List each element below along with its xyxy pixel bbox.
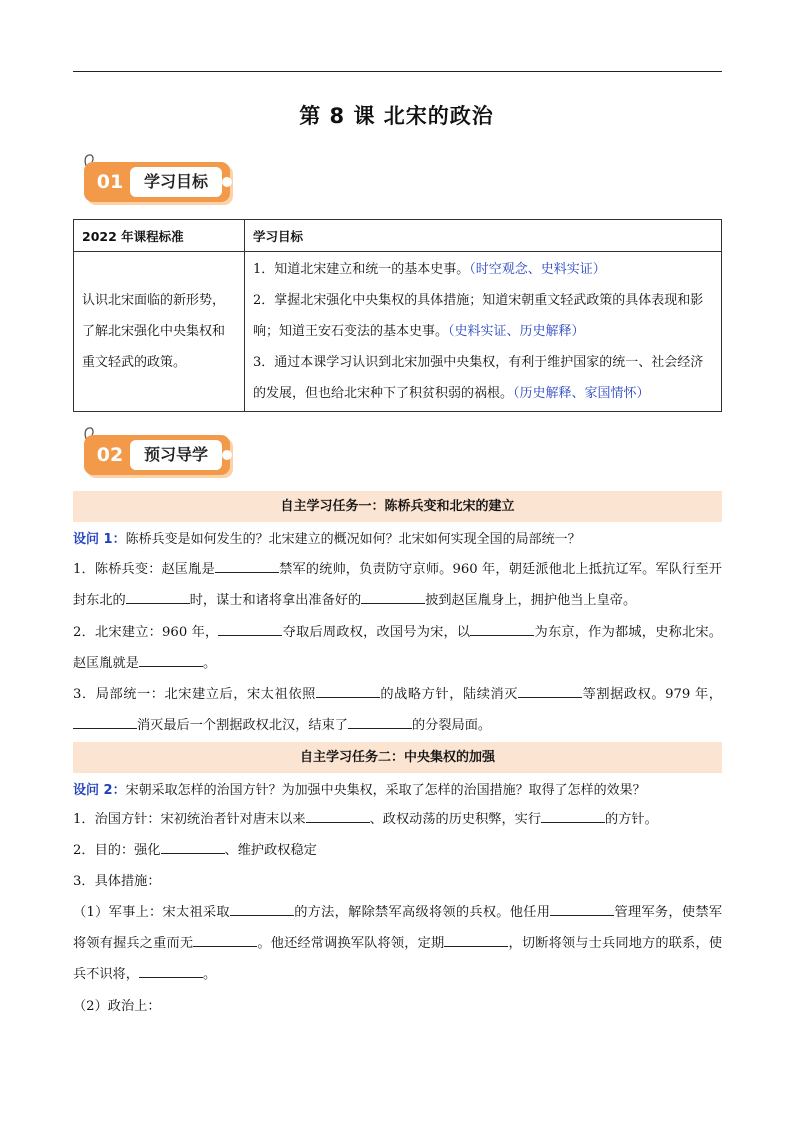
fill-blank[interactable] bbox=[139, 965, 203, 978]
task2-item-1: 1．治国方针：宋初统治者针对唐末以来 、政权动荡的历史积弊，实行 的方针。 bbox=[73, 812, 658, 827]
question-text: 宋朝采取怎样的治国方针？为加强中央集权，采取了怎样的治国措施？取得了怎样的效果？ bbox=[125, 783, 646, 798]
section-number: 02 bbox=[96, 444, 124, 466]
task1-item-1: 1．陈桥兵变：赵匡胤是 禁军的统帅，负责防守京师。960 年，朝廷派他北上抵抗辽军。军队行至开封东北的 时，谋士和诸将拿出准备好的 披到赵匡胤身上，拥护他当上皇帝。 bbox=[73, 562, 722, 608]
task2-item-3: 3．具体措施： bbox=[73, 874, 161, 889]
question-2 bbox=[73, 779, 733, 798]
table-header-goals: 学习目标 bbox=[245, 220, 722, 252]
fill-blank[interactable] bbox=[230, 903, 294, 916]
task1-item-3: 3．局部统一：北宋建立后，宋太祖依照 的战略方针，陆续消灭 等割据政权。979 年，消灭最后一个割据政权北汉，结束了 的分裂局面。 bbox=[73, 687, 722, 733]
competency-tag: （时空观念、史料实证） bbox=[469, 262, 606, 277]
section-notch bbox=[222, 177, 232, 187]
table-header-standard: 2022 年课程标准 bbox=[74, 220, 245, 252]
fill-blank[interactable] bbox=[348, 716, 412, 729]
section-number: 01 bbox=[96, 171, 124, 193]
fill-blank[interactable] bbox=[470, 623, 534, 636]
goals-cell bbox=[245, 252, 722, 412]
fill-blank[interactable] bbox=[306, 810, 370, 823]
fill-blank[interactable] bbox=[215, 560, 279, 573]
fill-blank[interactable] bbox=[139, 654, 203, 667]
question-text: 陈桥兵变是如何发生的？北宋建立的概况如何？北宋如何实现全国的局部统一？ bbox=[125, 532, 581, 547]
section-notch bbox=[222, 450, 232, 460]
question-label: 设问 2： bbox=[73, 783, 126, 798]
goal-item: 3．通过本课学习认识到北宋加强中央集权，有利于维护国家的统一、社会经济的发展，但也给北宋种下了积贫积弱的祸根。（历史解释、家国情怀） bbox=[253, 355, 704, 401]
question-1 bbox=[73, 528, 733, 547]
fill-blank[interactable] bbox=[444, 934, 508, 947]
task1-title: 自主学习任务一：陈桥兵变和北宋的建立 bbox=[73, 491, 722, 522]
page-title: 第 8 课 北宋的政治 bbox=[299, 104, 494, 128]
goal-item: 1．知道北宋建立和统一的基本史事。（时空观念、史料实证） bbox=[253, 262, 606, 277]
goals-table bbox=[73, 219, 722, 412]
section-header-goals bbox=[80, 150, 250, 212]
goal-item: 2．掌握北宋强化中央集权的具体措施；知道宋朝重文轻武政策的具体表现和影响；知道王安石变法的基本史事。（史料实证、历史解释） bbox=[253, 293, 704, 339]
fill-blank[interactable] bbox=[193, 934, 257, 947]
section-label: 预习导学 bbox=[130, 440, 222, 470]
competency-tag: （史料实证、历史解释） bbox=[448, 324, 585, 339]
standard-line: 认识北宋面临的新形势， bbox=[82, 293, 226, 308]
fill-blank[interactable] bbox=[161, 841, 225, 854]
question-label: 设问 1： bbox=[73, 532, 126, 547]
task2-item-military: （1）军事上：宋太祖采取 的方法，解除禁军高级将领的兵权。他任用 管理军务，使禁军将领有握兵之重而无 。他还经常调换军队将领，定期 ，切断将领与士兵同地方的联系，使兵不识将， 。 bbox=[73, 905, 723, 982]
fill-blank[interactable] bbox=[126, 591, 190, 604]
fill-blank[interactable] bbox=[518, 685, 582, 698]
fill-blank[interactable] bbox=[316, 685, 380, 698]
task2-item-2: 2．目的：强化 、维护政权稳定 bbox=[73, 843, 317, 858]
fill-blank[interactable] bbox=[73, 716, 137, 729]
task2-title: 自主学习任务二：中央集权的加强 bbox=[73, 742, 722, 773]
fill-blank[interactable] bbox=[218, 623, 282, 636]
section-header-preview bbox=[80, 423, 250, 485]
standard-cell bbox=[74, 252, 245, 412]
header-rule bbox=[73, 71, 722, 72]
section-label: 学习目标 bbox=[130, 167, 222, 197]
competency-tag: （历史解释、家国情怀） bbox=[513, 386, 650, 401]
standard-line: 了解北宋强化中央集权和 bbox=[82, 324, 226, 339]
fill-blank[interactable] bbox=[361, 591, 425, 604]
task2-item-political: （2）政治上： bbox=[73, 999, 161, 1014]
standard-line: 重文轻武的政策。 bbox=[82, 355, 187, 370]
task1-item-2: 2．北宋建立：960 年， 夺取后周政权，改国号为宋，以 为东京，作为都城，史称北宋。赵匡胤就是 。 bbox=[73, 625, 722, 671]
fill-blank[interactable] bbox=[541, 810, 605, 823]
fill-blank[interactable] bbox=[550, 903, 614, 916]
